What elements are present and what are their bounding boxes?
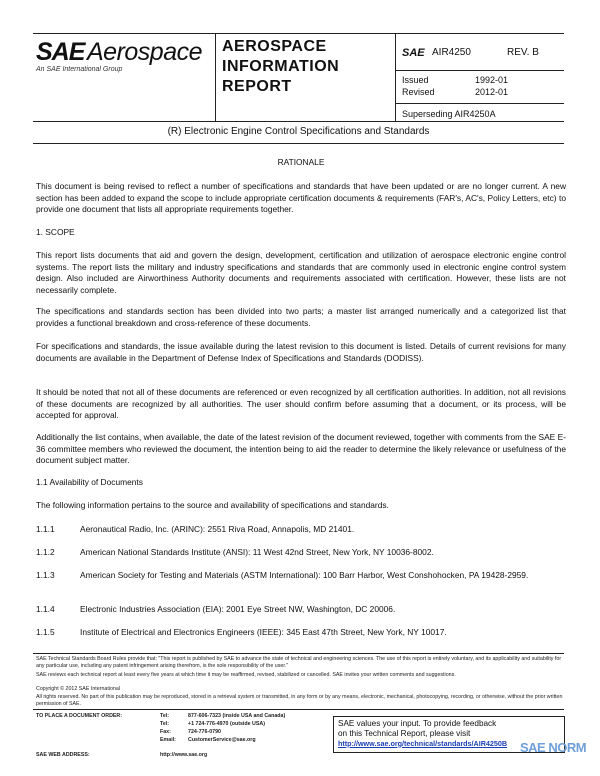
footer-legal-3: All rights reserved. No part of this publication may be reproduced, stored in a retrieval system or transmitted, in any form or by any means, electronic, mechanical, photocopying, recording, or otherwise, without the prior written permission of SAE. xyxy=(36,694,563,707)
sae-logo: SAE xyxy=(36,38,85,66)
feedback-link[interactable]: http://www.sae.org/technical/standards/AIR4250B xyxy=(338,738,508,748)
feedback-line-1: SAE values your input. To provide feedback xyxy=(338,719,497,728)
header-rule-dates xyxy=(395,103,564,104)
scope-paragraph-2: The specifications and standards section has been divided into two parts; a master list arranged numerically and a categorized list that provides a functional breakdown and cross-reference of these documents. xyxy=(36,306,566,328)
revised-label: Revised xyxy=(402,87,435,97)
scope-heading: 1. SCOPE xyxy=(36,227,75,237)
superseding-note: Superseding AIR4250A xyxy=(402,109,496,119)
header-rule-doc xyxy=(395,70,564,71)
item-number: 1.1.3 xyxy=(36,570,55,580)
feedback-line-2: on this Technical Report, please visit xyxy=(338,728,471,738)
rationale-heading: RATIONALE xyxy=(277,157,325,167)
item-text: American Society for Testing and Materials (ASTM International): 100 Barr Harbor, West Conshohocken, PA 19428-2959. xyxy=(80,570,529,580)
footer-copyright: Copyright © 2012 SAE International xyxy=(36,686,120,692)
item-text: Aeronautical Radio, Inc. (ARINC): 2551 Riva Road, Annapolis, MD 21401. xyxy=(80,524,355,534)
footer-rule-2 xyxy=(33,709,564,710)
order-label: TO PLACE A DOCUMENT ORDER: xyxy=(36,713,123,719)
revision-label: REV. B xyxy=(507,47,539,58)
tel2-value: +1 724-776-4970 (outside USA) xyxy=(188,721,265,727)
fax-label: Fax: xyxy=(160,729,171,735)
footer-legal-2: SAE reviews each technical report at least every five years at which time it may be reaffirmed, revised, stabilized or cancelled. SAE invites your written comments and suggestions. xyxy=(36,672,456,678)
item-number: 1.1.4 xyxy=(36,604,55,614)
item-text: Institute of Electrical and Electronics Engineers (IEEE): 345 East 47th Street, New York, NY 10017. xyxy=(80,627,447,637)
doc-number: AIR4250 xyxy=(432,47,471,58)
title-line-1: AEROSPACE xyxy=(222,38,327,55)
item-number: 1.1.2 xyxy=(36,547,55,557)
tel-label: Tel: xyxy=(160,713,170,719)
tel-value: 877-606-7323 (inside USA and Canada) xyxy=(188,713,286,719)
tel2-label: Tel: xyxy=(160,721,170,727)
footer-legal-1: SAE Technical Standards Board Rules provide that: "This report is published by SAE to advance the state of technical and engineering sciences. The use of this report is entirely voluntary, and its applicability and suitability for any particular use, including any patent infringement arising therefrom, is the sole responsibility of the user." xyxy=(36,656,562,669)
revised-value: 2012-01 xyxy=(475,87,509,97)
web-label: SAE WEB ADDRESS: xyxy=(36,752,90,758)
issued-label: Issued xyxy=(402,75,429,85)
doc-prefix-logo: SAE xyxy=(402,47,425,59)
scope-paragraph-5: Additionally the list contains, when available, the date of the latest revision of the document reviewed, together with comments from the SAE E-36 committee members who reviewed the document, the intention being to aid the reader to determine the likely relevance or usefulness of the document subject matter. xyxy=(36,432,566,465)
header-top-rule xyxy=(33,33,564,34)
footer-rule xyxy=(33,653,564,654)
aerospace-logo-text: Aerospace xyxy=(87,38,203,66)
watermark-logo: SAE NORM xyxy=(520,740,587,755)
document-subject: (R) Electronic Engine Control Specifications and Standards xyxy=(167,126,430,137)
rationale-paragraph: This document is being revised to reflect a number of specifications and standards that have been updated or are no longer current. A new section has been added to expand the scope to include appropriate certification documents & requirements (FAR's, AC's, Policy Letters, etc) to provide one document that lists all appropriate requirements together. xyxy=(36,181,566,214)
title-line-3: REPORT xyxy=(222,78,292,95)
email-value[interactable]: CustomerService@sae.org xyxy=(188,737,256,743)
availability-heading: 1.1 Availability of Documents xyxy=(36,477,143,487)
item-number: 1.1.1 xyxy=(36,524,55,534)
scope-paragraph-4: It should be noted that not all of these documents are referenced or even recognized by all certification authorities. In addition, not all revisions of these documents are recognized by all authorities. The user should confirm before assuming that a document, or its process, will be accepted for approval. xyxy=(36,387,566,420)
web-value[interactable]: http://www.sae.org xyxy=(160,752,208,758)
report-type-title xyxy=(222,37,339,97)
item-number: 1.1.5 xyxy=(36,627,55,637)
item-text: Electronic Industries Association (EIA): 2001 Eye Street NW, Washington, DC 20006. xyxy=(80,604,396,614)
header-rule-bottom xyxy=(33,121,564,122)
fax-value: 724-776-0790 xyxy=(188,729,221,735)
scope-paragraph-1: This report lists documents that aid and govern the design, development, certification and utilization of aerospace electronic engine control systems. The report lists the military and industry specifications and standards that are commonly used in electronic engine control system design. Also included are Airworthiness Authority documents and requirements associated with certification. However, these lists are not necessarily complete. xyxy=(36,250,566,295)
scope-paragraph-3: For specifications and standards, the issue available during the latest revision to this document is listed. Details of current revisions for many documents are available in the Department of Defense Index of Specifications and Standards (DODISS). xyxy=(36,341,566,363)
logo-subtitle: An SAE International Group xyxy=(36,66,123,73)
header-divider-2 xyxy=(395,33,396,121)
header-divider-1 xyxy=(215,33,216,121)
issued-value: 1992-01 xyxy=(475,75,509,85)
email-label: Email: xyxy=(160,737,176,743)
availability-intro: The following information pertains to the source and availability of specifications and standards. xyxy=(36,500,389,510)
title-line-2: INFORMATION xyxy=(222,58,340,75)
subject-rule-bottom xyxy=(33,143,564,144)
item-text: American National Standards Institute (ANSI): 11 West 42nd Street, New York, NY 10036-8002. xyxy=(80,547,434,557)
